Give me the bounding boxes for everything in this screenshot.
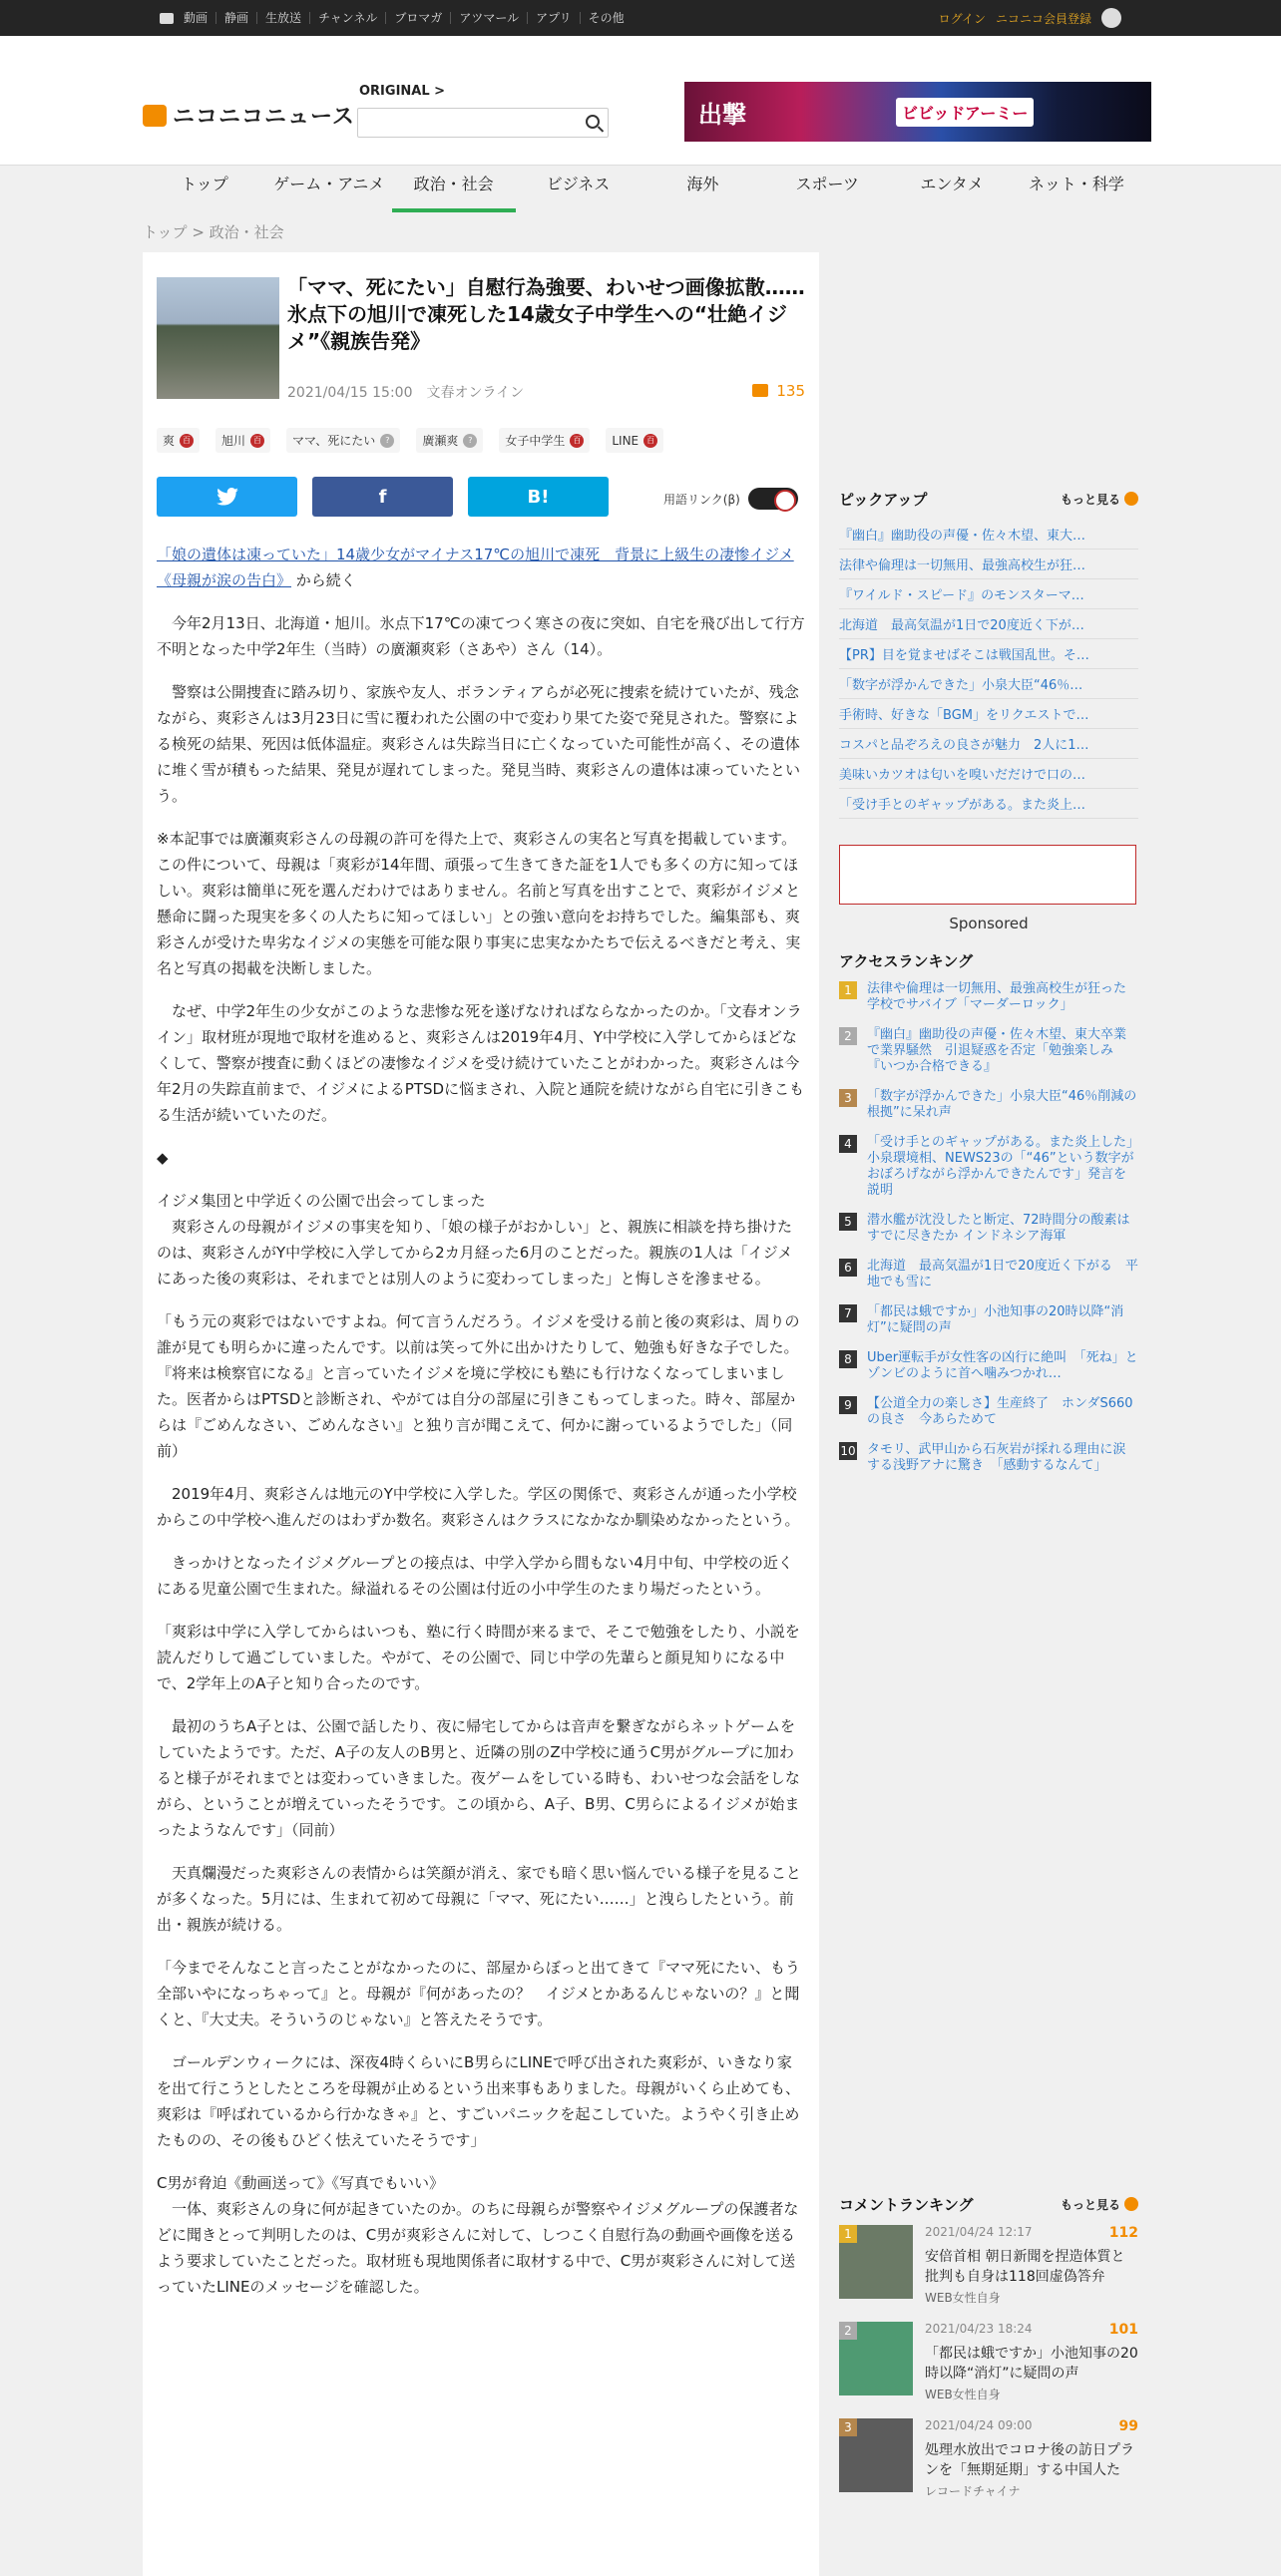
nav-top[interactable]: トップ [181,175,228,193]
paragraph: 今年2月13日、北海道・旭川。氷点下17℃の凍てつく寒さの夜に突如、自宅を飛び出して行方不明となった中学2年生（当時）の廣瀬爽彩（さあや）さん（14）。 [157,614,805,658]
nav-politics[interactable]: 政治・社会 [392,162,516,212]
pickup-item[interactable]: 『ワイルド・スピード』のモンスターマ… [839,579,1138,609]
sponsored-ad[interactable] [839,845,1136,905]
tag-item[interactable]: 旭川 百 [215,428,270,453]
arrow-right-icon [1124,2197,1138,2211]
pickup-item[interactable]: 「数字が浮かんできた」小泉大臣“46％… [839,669,1138,699]
comment-ranking [839,2194,1138,2515]
article-meta [287,382,524,402]
toggle-switch[interactable] [748,488,798,510]
pickup-list [839,520,1138,819]
nav-net-science[interactable]: ネット・科学 [1028,175,1124,193]
nav-game-anime[interactable]: ゲーム・アニメ [273,175,385,193]
comment-count: 99 [1118,2418,1138,2434]
paragraph: 「爽彩は中学に入学してからはいつも、塾に行く時間が来るまで、そこで勉強をしたり、小説を読んだりして過ごしていました。やがて、その公園で、同じ中学の先輩らと顔見知りになる中で、2学年上のA子と知り合ったのです。 [157,1623,800,1692]
rank-number: 3 [839,2418,857,2436]
link-seiga[interactable]: 静画 [215,12,256,24]
top-bar [0,0,1281,36]
share-buttons [157,477,609,517]
ranking-item[interactable]: 2 『幽白』幽助役の声優・佐々木望、東大卒業で業界騒然 引退疑惑を否定「勉強楽しみ『いつか合格できる』 [839,1027,1138,1075]
lead-paragraph: 「娘の遺体は凍っていた」14歳少女がマイナス17℃の旭川で凍死 背景に上級生の凄惨イジメ《母親が涙の告白》 から続く [157,546,794,589]
article-source[interactable]: 文春オンライン [426,385,525,401]
comment-ranking-more-link[interactable]: もっと見る [1061,2196,1138,2213]
tag-item[interactable]: LINE 百 [606,428,663,453]
twitter-icon [216,488,238,506]
rank-number: 3 [839,1089,857,1107]
search-input[interactable] [357,108,609,138]
category-nav [143,156,1138,212]
pickup-more-link[interactable]: もっと見る [1061,491,1138,508]
comment-ranking-item[interactable]: 2 2021/04/23 18:24 101 「都民は蛾ですか」小池知事の20時以降“消灯”に疑問の声 WEB女性自身 [839,2322,1138,2402]
ranking-item[interactable]: 5 潜水艦が沈没したと断定、72時間分の酸素はすでに尽きたか インドネシア海軍 [839,1213,1138,1245]
access-ranking-list [839,981,1138,1474]
pickup-item[interactable]: 美味いカツオは匂いを嗅いだだけで口の… [839,759,1138,789]
hatena-share-button[interactable]: B! [468,477,609,517]
paragraph: 天真爛漫だった爽彩さんの表情からは笑顔が消え、家でも暗く思い悩んでいる様子を見ることが多くなった。5月には、生まれて初めて母親に「ママ、死にたい……」と洩らしたという。前出・親族が続ける。 [157,1864,801,1934]
tv-icon[interactable] [160,13,174,24]
facebook-icon: f [378,486,387,508]
article-date: 2021/04/15 15:00 [287,385,413,401]
pickup-item[interactable]: 「受け手とのギャップがある。また炎上… [839,789,1138,819]
paragraph: きっかけとなったイジメグループとの接点は、中学入学から間もない4月中旬、中学校の近くにある児童公園で生まれた。緑溢れるその公園は付近の小中学生のたまり場だったという。 [157,1554,793,1598]
comment-icon [752,384,768,397]
register-link[interactable]: ニコニコ会員登録 [995,11,1091,26]
ranking-thumbnail[interactable] [839,2225,913,2299]
article-panel [143,252,819,2576]
sponsored-label: Sponsored [949,915,1029,932]
service-links [184,12,633,24]
ranking-item[interactable]: 6 北海道 最高気温が1日で20度近く下がる 平地でも雪に [839,1259,1138,1290]
article-title: 「ママ、死にたい」自慰行為強要、わいせつ画像拡散……氷点下の旭川で凍死した14歳女子中学生への“壮絶イジメ”《親族告発》 [287,275,805,353]
dic-icon: ? [380,434,394,448]
rank-number: 8 [839,1350,857,1368]
pickup-item[interactable]: 法律や倫理は一切無用、最強高校生が狂… [839,550,1138,579]
comment-ranking-header: コメントランキング もっと見る [839,2194,1138,2215]
article-body [157,542,805,2317]
ranking-item[interactable]: 8 Uber運転手が女性客の凶行に絶叫 「死ね」とゾンビのように首へ噛みつかれ… [839,1350,1138,1382]
paragraph: 2019年4月、爽彩さんは地元のY中学校に入学した。学区の関係で、爽彩さんが通った小学校からこの中学校へ進んだのはわずか数名。爽彩さんはクラスになかなか馴染めなかったという。 [157,1485,800,1529]
rank-number: 5 [839,1213,857,1231]
link-other[interactable]: その他 [580,12,633,24]
ranking-item[interactable]: 7 「都民は蛾ですか」小池知事の20時以降“消灯”に疑問の声 [839,1304,1138,1336]
separator-mark: ◆ [157,1149,169,1167]
original-link[interactable]: ORIGINAL > [359,84,446,99]
rank-number: 9 [839,1396,857,1414]
arrow-right-icon [1124,492,1138,506]
dic-icon: 百 [250,434,264,448]
ranking-thumbnail[interactable] [839,2322,913,2395]
rank-number: 10 [840,1444,856,1458]
term-link-toggle[interactable]: 用語リンク(β) [663,488,798,510]
ranking-item[interactable]: 10 タモリ、武甲山から石灰岩が採れる理由に涙する浅野アナに驚き 「感動するなんて」 [840,1442,1126,1473]
dic-icon: 百 [570,434,584,448]
nav-entame[interactable]: エンタメ [920,175,984,193]
dic-icon: 百 [643,434,657,448]
rank-number: 2 [839,1027,857,1045]
nav-sports[interactable]: スポーツ [795,175,859,193]
pickup-item[interactable]: 北海道 最高気温が1日で20度近く下が… [839,609,1138,639]
ranking-thumbnail[interactable] [839,2418,913,2492]
tag-item[interactable]: 女子中学生 百 [499,428,590,453]
ad-banner[interactable]: 出撃 ビビッドアーミー [684,82,1151,142]
link-douga[interactable]: 動画 [184,11,209,25]
rank-number: 1 [839,981,857,999]
dic-icon: 百 [180,434,194,448]
link-atsumaru[interactable]: アツマール [450,12,527,24]
rank-number: 6 [839,1259,857,1277]
link-live[interactable]: 生放送 [256,12,309,24]
avatar-icon[interactable] [1101,8,1121,28]
nav-business[interactable]: ビジネス [546,175,611,193]
comment-count: 101 [1108,2322,1138,2338]
nico-tv-icon [143,105,167,127]
comment-ranking-item[interactable]: 3 2021/04/24 09:00 99 処理水放出でコロナ後の訪日プランを「無期延期」する中国人た レコードチャイナ [839,2418,1138,2499]
link-channel[interactable]: チャンネル [309,12,385,24]
sidebar [839,489,1138,1488]
link-app[interactable]: アプリ [527,12,580,24]
comment-count: 112 [1108,2225,1138,2241]
twitter-share-button[interactable] [157,477,297,517]
tag-item[interactable]: 爽 百 [157,428,200,453]
paragraph: 警察は公開捜査に踏み切り、家族や友人、ボランティアらが必死に捜索を続けていたが、残念ながら、爽彩さんは3月23日に雪に覆われた公園の中で変わり果てた姿で発見された。警察による検死の結果、死因は低体温症。爽彩さんは失踪当日に亡くなっていた可能性が高く、その遺体に堆く雪が積もった結果、発見が遅れてしまった。発見当時、爽彩さんの遺体は凍っていたという。 [157,683,801,805]
comment-count[interactable]: 135 [752,382,805,400]
paragraph: ゴールデンウィークには、深夜4時くらいにB男らにLINEで呼び出された爽彩が、いきなり家を出て行こうとしたところを母親が止めるという出来事もありました。母親がいくら止めても、爽彩は『呼ばれているから行かなきゃ』と、すごいパニックを起こしていた。ようやく引き止めたものの、その後もひどく怯えていたそうです」 [157,2053,801,2149]
paragraph: C男が脅迫《動画送って》《写真でもいい》 一体、爽彩さんの身に何が起きていたのか。のちに母親らが警察やイジメグループの保護者などに聞きとって判明したのは、C男が爽彩さんに対して、しつこく自慰行為の動画や画像を送るよう要求していたことだった。取材班も現地関係者に取材する中で、C男が爽彩さんに対して送っていたLINEのメッセージを確認した。 [157,2174,799,2296]
tag-item[interactable]: 廣瀬爽 ? [416,428,483,453]
article-thumbnail[interactable] [157,277,279,399]
login-link[interactable]: ログイン [938,11,986,26]
ranking-item[interactable]: 4 「受け手とのギャップがある。また炎上した」小泉環境相、NEWS23の「“46”という数字がおぼろげながら浮かんできたんです」発言を説明 [839,1135,1138,1199]
pickup-item[interactable]: 『幽白』幽助役の声優・佐々木望、東大… [839,520,1138,550]
site-header [0,36,1281,193]
pickup-item[interactable]: 手術時、好きな「BGM」をリクエストで… [839,699,1138,729]
paragraph: 「今までそんなこと言ったことがなかったのに、部屋からぼっと出てきて『ママ死にたい、もう全部いやになっちゃって』と。母親が『何があったの？ イジメとかあるんじゃないの？』と聞くと、『大丈夫。そういうのじゃない』と答えたそうです。 [157,1959,801,2028]
paragraph: ※本記事では廣瀬爽彩さんの母親の許可を得た上で、爽彩さんの実名と写真を掲載しています。この件について、母親は「爽彩が14年間、頑張って生きてきた証を1人でも多くの方に知ってほしい。爽彩は簡単に死を選んだわけではありません。名前と写真を出すことで、爽彩がイジメと懸命に闘った現実を多くの人たちに知ってほしい」との強い意向をお持ちでした。編集部も、爽彩さんが受けた卑劣なイジメの実態を可能な限り事実に忠実なかたちで伝えるべきだと考え、実名と写真の掲載を決断しました。 [157,830,801,977]
paragraph: 最初のうちA子とは、公園で話したり、夜に帰宅してからは音声を繋ぎながらネットゲームをしていたようです。ただ、A子の友人のB男と、近隣の別のZ中学校に通うC男がグループに加わると様子がそれまでとは変わっていきました。夜ゲームをしている時も、わいせつな会話をしながら、ということが増えていったそうです。この頃から、A子、B男、C男らによるイジメが始まったようなんです」（同前） [157,1717,800,1839]
pickup-item[interactable]: 【PR】目を覚ませばそこは戦国乱世。そ… [839,639,1138,669]
access-ranking-header: アクセスランキング [839,952,974,970]
paragraph: イジメ集団と中学近くの公園で出会ってしまった 爽彩さんの母親がイジメの事実を知り、「娘の様子がおかしい」と、親族に相談を持ち掛けたのは、爽彩さんがY中学校に入学してから2カ月経った6月のことだった。親族の1人は「イジメにあった後の爽彩は、それまでとは別人のように変わってしまった」と悔しさを滲ませる。 [157,1192,793,1288]
breadcrumb[interactable]: トップ > 政治・社会 [143,223,284,241]
rank-number: 1 [839,2225,857,2243]
ranking-item[interactable]: 1 法律や倫理は一切無用、最強高校生が狂った学校でサバイブ「マーダーロック」 [839,981,1138,1013]
ranking-item[interactable]: 3 「数字が浮かんできた」小泉大臣“46％削減の根拠”に呆れ声 [839,1089,1138,1121]
previous-article-link[interactable]: 「娘の遺体は凍っていた」14歳少女がマイナス17℃の旭川で凍死 背景に上級生の凄惨イジメ《母親が涙の告白》 [157,546,794,589]
site-logo[interactable]: ニコニコニュース [143,100,355,131]
pickup-item[interactable]: コスパと品ぞろえの良さが魅力 2人に1… [839,729,1138,759]
nav-overseas[interactable]: 海外 [686,175,719,193]
tag-list [157,428,663,453]
facebook-share-button[interactable] [312,477,453,517]
comment-ranking-item[interactable]: 1 2021/04/24 12:17 112 安倍首相 朝日新聞を捏造体質と批判も自身は118回虚偽答弁 WEB女性自身 [839,2225,1138,2306]
rank-number: 2 [839,2322,857,2340]
dic-icon: ? [463,434,477,448]
tag-item[interactable]: ママ、死にたい ? [286,428,400,453]
paragraph: 「もう元の爽彩ではないですよね。何て言うんだろう。イジメを受ける前と後の爽彩は、周りの誰が見ても明らかに違ったんです。以前は笑って外に出かけたりして、勉強も好きな子でした。『将来は検察官になる』と言っていたイジメを境に学校にも塾にも行けなくなってしまいました。医者からはPTSDと診断され、やがては自分の部屋に引きこもってしまった。時々、部屋からは『ごめんなさい、ごめんなさい』と独り言が聞こえて、何かに謝っているようでした」（同前） [157,1312,800,1460]
search-icon[interactable] [586,115,600,129]
link-blomaga[interactable]: ブロマガ [385,12,450,24]
pickup-header: ピックアップ もっと見る [839,489,1138,510]
rank-number: 4 [839,1135,857,1153]
paragraph: なぜ、中学2年生の少女がこのような悲惨な死を遂げなければならなかったのか。「文春オンライン」取材班が現地で取材を進めると、爽彩さんは2019年4月、Y中学校に入学してからほどなくして、警察が捜査に動くほどの凄惨なイジメを受け続けていたことがわかった。爽彩さんは今年2月の失踪直前まで、イジメによるPTSDに悩まされ、入院と通院を続けながら自宅に引きこもる生活が続いていたのだ。 [157,1002,804,1124]
rank-number: 7 [839,1304,857,1322]
ranking-item[interactable]: 9 【公道全力の楽しさ】生産終了 ホンダS660の良さ 今あらためて [839,1396,1138,1428]
